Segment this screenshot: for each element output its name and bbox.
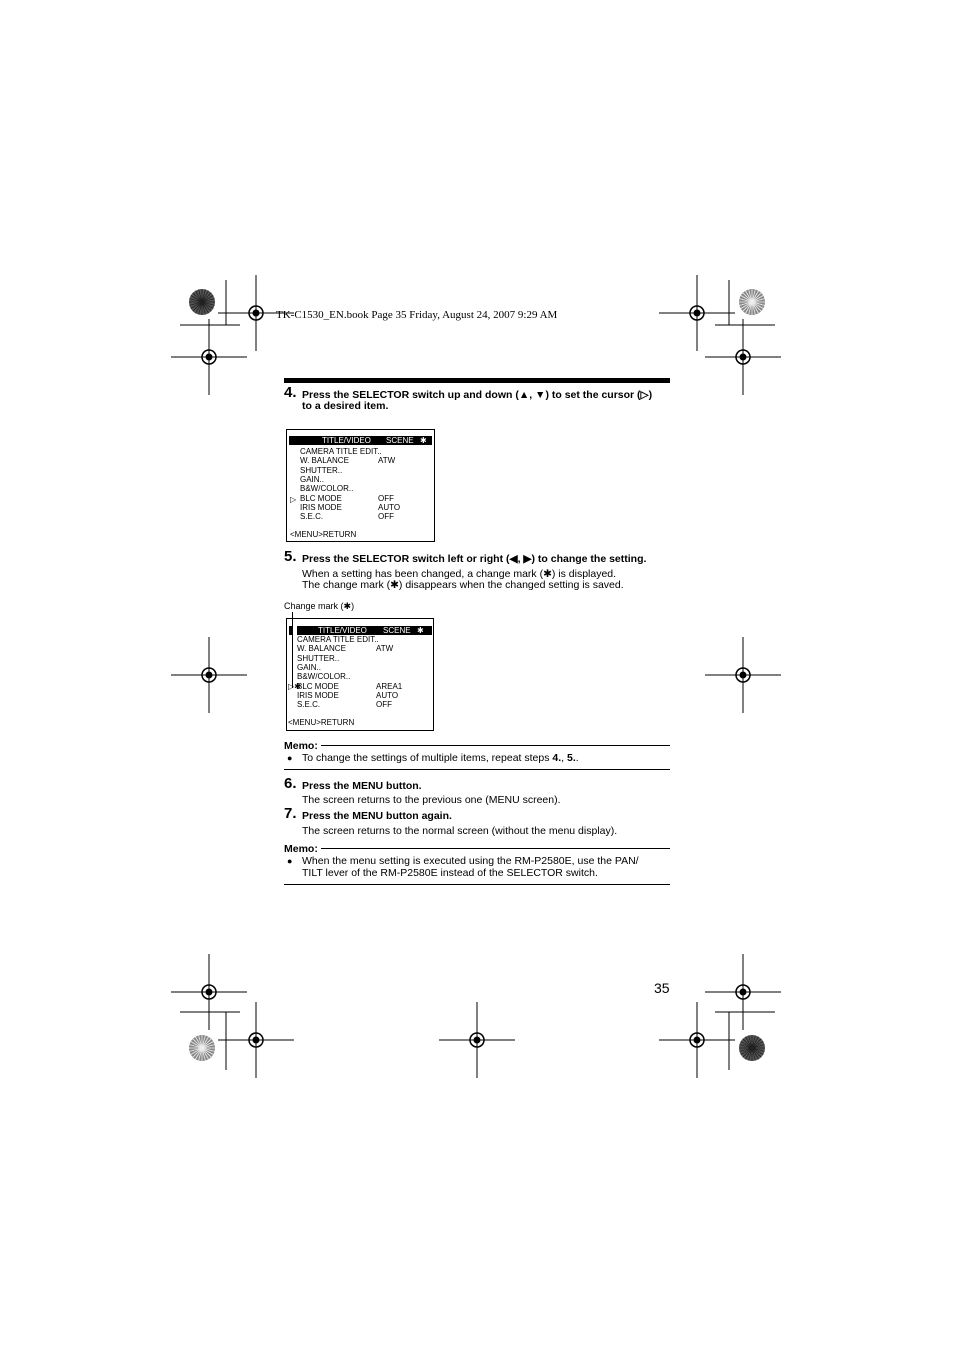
step-4-line2: to a desired item. [302,400,389,412]
step-7-number: 7. [284,805,297,822]
bullet-icon: ● [287,753,293,763]
memo-2-line2: TILT lever of the RM-P2580E instead of the SELECTOR switch. [302,867,598,879]
menu-item-label: SHUTTER.. [297,653,340,663]
crosshair-target-icon [171,319,247,395]
menu-item-value: OFF [376,700,392,710]
step-5-body2: The change mark (✱) disappears when the changed setting is saved. [302,579,624,591]
memo-1-sep: , [561,752,567,764]
memo-rule-top [321,745,670,746]
memo-1-text [302,752,579,764]
step-6-body: The screen returns to the previous one (MENU screen). [302,794,561,806]
menu-item-label: IRIS MODE [297,690,339,700]
menu-item-label: IRIS MODE [300,502,342,512]
bullet-icon: ● [287,856,293,866]
step-6-title: Press the MENU button. [302,780,422,792]
menu-item-value: OFF [378,493,394,503]
color-register-disc-icon [189,289,215,315]
menu-item-label: GAIN.. [300,474,325,484]
page-number: 35 [654,980,670,996]
step-5-body1: When a setting has been changed, a change mark (✱) is displayed. [302,568,617,580]
menu-item-label: S.E.C. [297,700,321,710]
color-register-disc-icon [739,289,765,315]
menu-item-label: CAMERA TITLE EDIT.. [300,447,382,456]
crosshair-target-icon [705,954,781,1030]
step-7-title: Press the MENU button again. [302,810,452,822]
crosshair-target-icon [439,1002,515,1078]
crosshair-target-icon [705,637,781,713]
screen-header-title: TITLE/VIDEO [318,626,367,635]
memo-label: Memo: [284,740,318,752]
crosshair-target-icon [659,1002,735,1078]
memo-rule-bottom [284,884,670,885]
menu-item-label: B&W/COLOR.. [300,484,354,494]
step-5-number: 5. [284,548,297,565]
step-4-line1: Press the SELECTOR switch up and down (▲, ▼) to set the cursor (▷) [302,389,653,401]
change-mark-block [289,626,293,635]
crosshair-target-icon [171,954,247,1030]
menu-item-value: AUTO [378,502,401,512]
memo-label: Memo: [284,843,318,855]
section-rule [284,378,670,383]
menu-item-value: OFF [378,512,394,522]
change-mark-callout: Change mark (✱) [284,601,355,611]
menu-item-label: B&W/COLOR.. [297,672,351,682]
screen-footer: <MENU>RETURN [288,718,355,727]
step-4-number: 4. [284,384,297,401]
memo-rule-bottom [284,769,670,770]
book-header: TK-C1530_EN.book Page 35 Friday, August 24, 2007 9:29 AM [276,309,558,321]
menu-item-value: ATW [376,644,394,654]
step-7-body: The screen returns to the normal screen (without the menu display). [302,825,618,837]
menu-item-label: BLC MODE [300,493,342,503]
step-ref-5: 5. [567,752,576,764]
cursor-change-icon: ▷✱ [288,682,301,691]
step-5-title: Press the SELECTOR switch left or right (◀, ▶) to change the setting. [302,553,647,565]
memo-1-text-main: To change the settings of multiple items, repeat steps [302,752,553,764]
memo-1-end: . [575,752,579,764]
screen-header [289,436,432,445]
menu-item-value: ATW [378,456,396,466]
step-ref-4: 4. [552,752,562,764]
step-6-number: 6. [284,775,297,792]
change-mark-icon: ✱ [417,626,424,635]
menu-item-value: AREA1 [376,681,403,691]
screen-footer: <MENU>RETURN [290,530,357,539]
menu-item-label: SHUTTER.. [300,465,343,475]
menu-item-label: S.E.C. [300,512,324,522]
crosshair-target-icon [659,275,735,351]
menu-screen-before [286,429,435,542]
menu-item-label: BLC MODE [297,681,339,691]
crosshair-target-icon [171,637,247,713]
crosshair-target-icon [705,319,781,395]
screen-header-title: TITLE/VIDEO [322,436,371,445]
color-register-disc-icon [189,1035,215,1061]
change-mark-icon: ✱ [420,436,427,445]
cursor-icon: ▷ [290,495,297,504]
memo-2-line1: When the menu setting is executed using the RM-P2580E, use the PAN/ [302,855,639,867]
menu-item-label: W. BALANCE [297,644,346,654]
menu-screen-after [286,618,434,731]
menu-item-value: AUTO [376,690,399,700]
screen-header-scene: SCENE [383,626,411,635]
crosshair-target-icon [218,1002,294,1078]
screen-header [297,626,432,635]
screen-header-scene: SCENE [386,436,414,445]
memo-rule-top [321,848,670,849]
color-register-disc-icon [739,1035,765,1061]
menu-item-label: W. BALANCE [300,456,349,466]
menu-item-label: GAIN.. [297,662,322,672]
menu-item-label: CAMERA TITLE EDIT.. [297,635,379,644]
